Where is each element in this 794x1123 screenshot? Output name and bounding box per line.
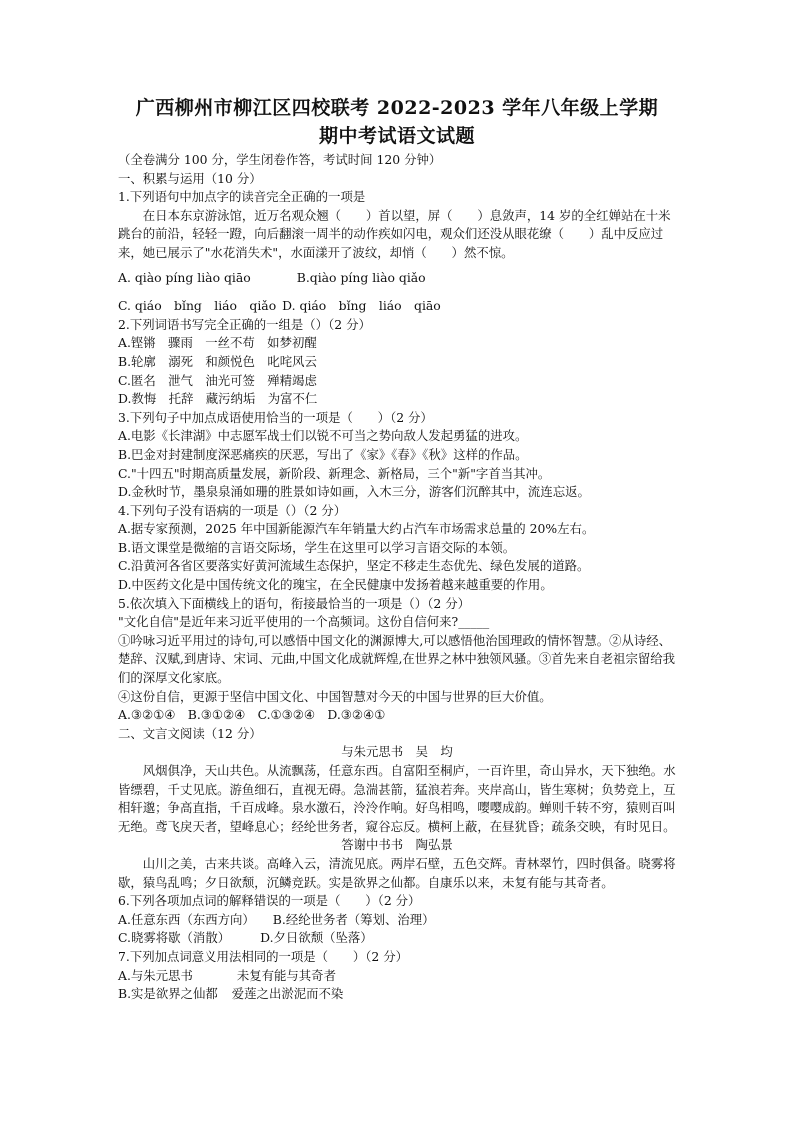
question-3-option-d: D.金秋时节，墨泉泉涌如珊的胜景如诗如画，入木三分，游客们沉醉其中，流连忘返。 (118, 484, 590, 500)
question-1-options-ab (118, 269, 676, 288)
question-5-stem: 5.依次填入下面横线上的语句，衔接最恰当的一项是（）（2 分） (118, 595, 470, 611)
question-1 (118, 188, 676, 316)
question-5 (118, 595, 676, 725)
question-3-stem: 3.下列句子中加点成语使用恰当的一项是（ ）（2 分） (118, 409, 433, 425)
section-1-heading: 一、积累与运用（10 分） (118, 170, 262, 186)
question-7-stem: 7.下列加点词意义用法相同的一项是（ ）（2 分） (118, 948, 409, 964)
question-1-passage: 在日本东京游泳馆，近万名观众翘（ ）首以望，屏（ ）息敛声，14 岁的全红婵站在十米跳台的前沿，轻轻一蹬，向后翻滚一周半的动作疾如闪电，观众们还没从眼花缭（ ）乱中反应过来，她已展示了"水花消失术"，水面漾开了波纹，却悄（ ）然不惊。 (118, 207, 671, 260)
question-4-option-c: C.沿黄河各省区要落实好黄河流域生态保护，坚定不移走生态优先、绿色发展的道路。 (118, 558, 590, 574)
question-6-stem: 6.下列各项加点词的解释错误的一项是（ ）（2 分） (118, 893, 421, 909)
question-5-blank: _____ (458, 614, 490, 630)
question-7-option-a-right: 未复有能与其奇者 (236, 967, 336, 983)
classical-text-2-title: 答谢中书书 陶弘景 (341, 837, 453, 853)
classical-text-2 (118, 836, 676, 892)
question-1-option-a: A. qiào píng liào qiāo (118, 269, 251, 285)
section-1 (118, 170, 676, 725)
exam-title-line2: 期中考试语文试题 (318, 125, 475, 147)
question-2 (118, 316, 676, 409)
question-6-option-d: D.夕日欲颓（坠落） (260, 930, 373, 946)
question-4-option-b: B.语文课堂是微缩的言语交际场，学生在这里可以学习言语交际的本领。 (118, 539, 516, 555)
question-7 (118, 948, 676, 1004)
question-6 (118, 892, 676, 948)
classical-text-1-title: 与朱元思书 吴 均 (341, 744, 453, 760)
question-1-stem: 1.下列语句中加点字的读音完全正确的一项是 (118, 189, 366, 205)
classical-text-1 (118, 743, 676, 836)
question-2-option-d: D.教悔 托辞 藏污纳垢 为富不仁 (118, 391, 318, 407)
question-7-option-b-left: B.实是欲界之仙都 (118, 986, 218, 1002)
question-1-option-d: D. qiáo bǐng liáo qiāo (282, 298, 441, 314)
exam-note: （全卷满分 100 分，学生闭卷作答，考试时间 120 分钟） (118, 152, 442, 167)
question-1-option-b: B.qiào píng liào qiǎo (296, 269, 426, 285)
question-2-option-a: A.铿锵 骤雨 一丝不苟 如梦初醒 (118, 335, 317, 351)
section-2-heading: 二、文言文阅读（12 分） (118, 725, 262, 741)
question-6-option-b: B.经纶世务者（筹划、治理） (272, 911, 435, 927)
classical-text-1-body: 风烟俱净，天山共色。从流飘荡，任意东西。自富阳至桐庐，一百许里，奇山异水，天下独绝。水皆缥碧，千丈见底。游鱼细石，直视无碍。急湍甚箭，猛浪若奔。夹岸高山，皆生寒树；负势竞上，互相轩邈；争高直指，千百成峰。泉水激石，泠泠作响。好鸟相鸣，嘤嘤成韵。蝉则千转不穷，猿则百叫无绝。鸢飞戾天者，望峰息心；经纶世务者，窥谷忘反。横柯上蔽，在昼犹昏；疏条交映，有时见日。 (118, 763, 676, 834)
question-5-lead: "文化自信"是近年来习近平使用的一个高频词。这份自信何来? (118, 614, 459, 630)
question-2-stem: 2.下列词语书写完全正确的一组是（）（2 分） (118, 316, 371, 332)
question-6-option-a: A.任意东西（东西方向） (118, 911, 255, 927)
question-5-options: A.③②①④ B.③①②④ C.①③②④ D.③②④① (118, 707, 386, 723)
question-7-option-a-left: A.与朱元思书 (118, 967, 193, 983)
question-3-option-c: C."十四五"时期高质量发展，新阶段、新理念、新格局，三个"新"字首当其冲。 (118, 465, 551, 481)
question-3-option-b: B.巴金对封建制度深恶痛疾的厌恶，写出了《家》《春》《秋》这样的作品。 (118, 446, 528, 462)
section-2 (118, 725, 676, 1004)
question-7-option-b-right: 爱莲之出淤泥而不染 (231, 986, 344, 1002)
question-1-option-c: C. qiáo bǐng liáo qiǎo (118, 298, 277, 314)
question-5-sentences: ①吟咏习近平用过的诗句,可以感悟中国文化的渊源博大,可以感悟他治国理政的情怀智慧。②从诗经、楚辞、汉赋,到唐诗、宋词、元曲,中国文化成就辉煌,在世界之林中独领风骚。③首先来自老祖宗留给我们的深厚文化家底。 (118, 632, 676, 686)
question-4 (118, 502, 676, 595)
question-1-options-cd (118, 297, 676, 316)
question-6-option-c: C.晓雾将歇（消散） (118, 930, 231, 946)
question-4-stem: 4.下列句子没有语病的一项是（）（2 分） (118, 502, 347, 518)
question-2-option-c: C.匿名 泄气 油光可签 殚精竭虑 (118, 372, 317, 388)
question-7-option-b (118, 985, 676, 1004)
question-7-option-a (118, 967, 676, 986)
question-4-option-d: D.中医药文化是中国传统文化的瑰宝，在全民健康中发扬着越来越重要的作用。 (118, 577, 553, 593)
classical-text-2-body: 山川之美，古来共谈。高峰入云，清流见底。两岸石壁，五色交辉。青林翠竹，四时俱备。晓雾将歇，猿鸟乱鸣；夕日欲颓，沉鳞竞跃。实是欲界之仙都。自康乐以来，未复有能与其奇者。 (118, 855, 676, 890)
question-5-lead-line (118, 613, 676, 632)
question-4-option-a: A.据专家预测，2025 年中国新能源汽车年销量大约占汽车市场需求总量的 20%左右。 (118, 521, 595, 537)
question-3-option-a: A.电影《长津湖》中志愿军战士们以锐不可当之势向敌人发起勇猛的进攻。 (118, 428, 528, 444)
exam-title-line1: 广西柳州市柳江区四校联考 2022-2023 学年八年级上学期 (135, 97, 659, 119)
question-3 (118, 409, 676, 502)
question-5-sentence-4: ④这份自信，更源于坚信中国文化、中国智慧对今天的中国与世界的巨大价值。 (118, 688, 552, 704)
question-6-options-ab (118, 911, 676, 930)
question-2-option-b: B.轮廓 溺死 和颜悦色 叱咤风云 (118, 353, 317, 369)
question-6-options-cd (118, 929, 676, 948)
exam-body (118, 151, 676, 1004)
